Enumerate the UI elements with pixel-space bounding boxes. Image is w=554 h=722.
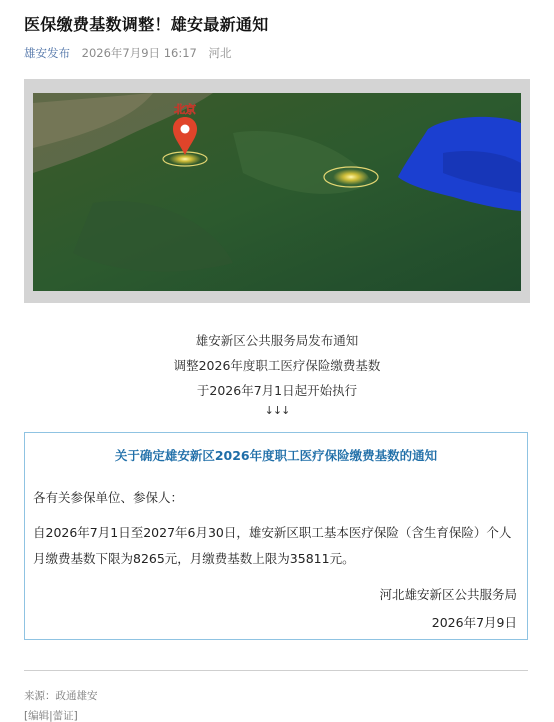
article-title: 医保缴费基数调整！雄安最新通知 <box>24 15 269 34</box>
satellite-map-graphic <box>33 93 521 291</box>
notice-issuer: 河北雄安新区公共服务局 <box>379 587 517 602</box>
hotspot-glow-xiongan <box>333 169 369 185</box>
article-meta <box>24 45 240 61</box>
publish-region: 河北 <box>208 46 232 60</box>
notice-title: 关于确定雄安新区2026年度职工医疗保险缴费基数的通知 <box>114 448 438 463</box>
intro-line-1: 雄安新区公共服务局发布通知 <box>195 333 359 348</box>
notice-body: 自2026年7月1日至2027年6月30日，雄安新区职工基本医疗保险（含生育保险）个人月缴费基数下限为8265元，月缴费基数上限为35811元。 <box>33 525 512 566</box>
map-image <box>24 79 530 303</box>
map-label-beijing: 北京 <box>174 103 196 116</box>
intro-line-3: 于2026年7月1日起开始执行 <box>196 383 358 398</box>
down-arrows-icon: ↓↓↓ <box>264 404 290 417</box>
author-link[interactable]: 雄安发布 <box>24 46 70 60</box>
notice-greeting: 各有关参保单位、参保人： <box>33 490 184 505</box>
intro-line-2: 调整2026年度职工医疗保险缴费基数 <box>173 358 381 373</box>
notice-date: 2026年7月9日 <box>431 615 517 630</box>
publish-datetime: 2026年7月9日 16:17 <box>81 46 197 60</box>
article-source: 来源：政通雄安 <box>24 690 98 702</box>
notice-box <box>24 432 528 640</box>
footer-divider <box>24 670 528 671</box>
article-editor[interactable]: [编辑|蕾证] <box>24 710 78 722</box>
